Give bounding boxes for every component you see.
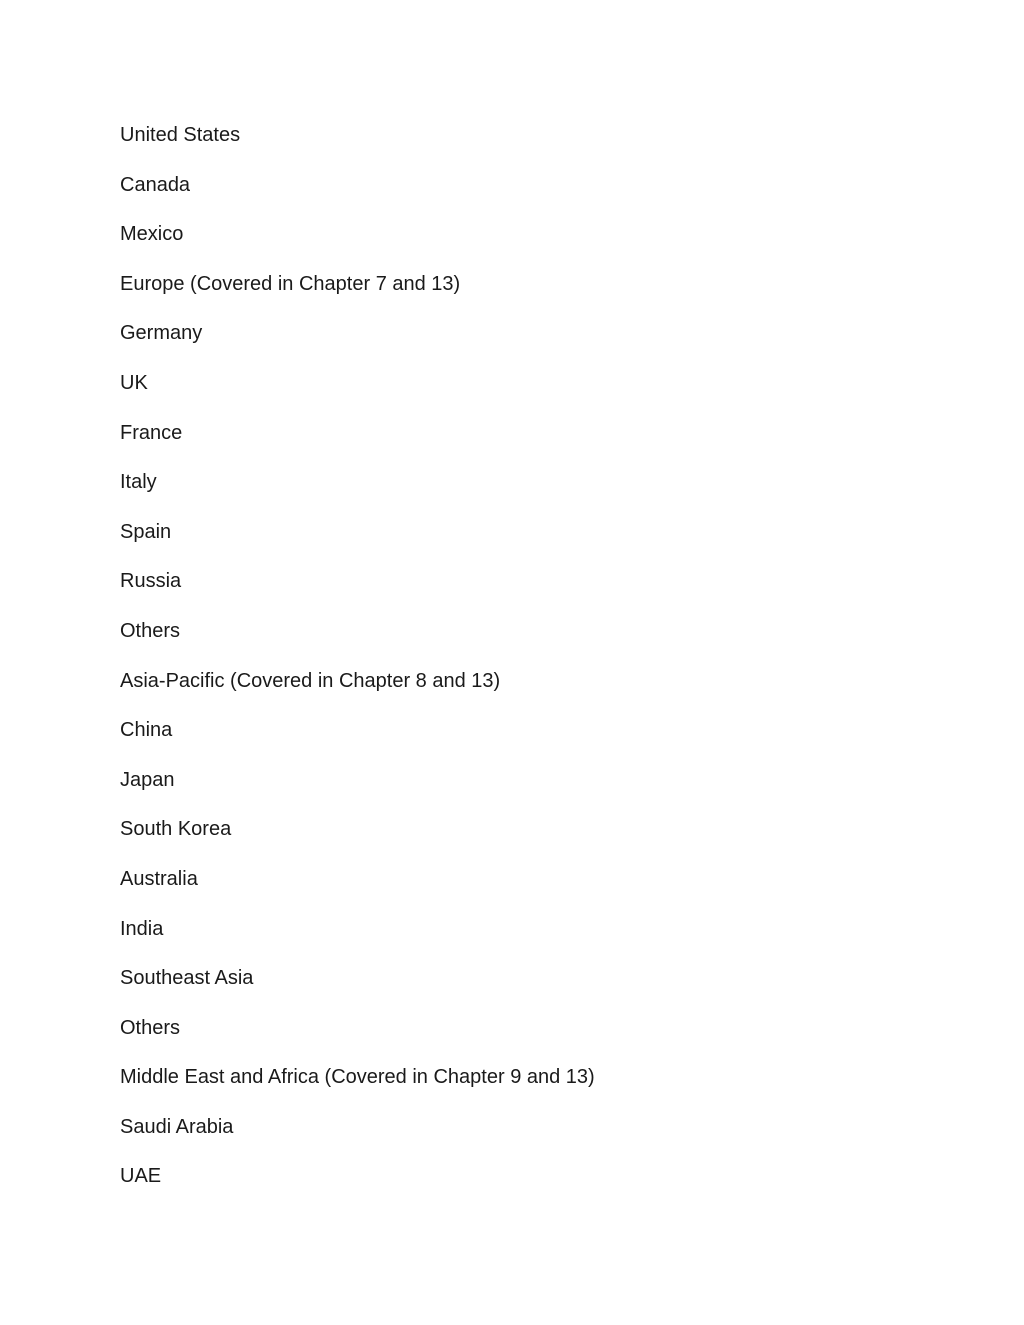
list-item: UK [120, 371, 148, 394]
section-heading: Asia-Pacific (Covered in Chapter 8 and 13) [120, 669, 501, 692]
list-item: Russia [120, 570, 182, 593]
list-item: Japan [120, 768, 175, 791]
section-heading: Middle East and Africa (Covered in Chapter 9 and 13) [120, 1066, 595, 1089]
list-item: Saudi Arabia [120, 1115, 234, 1138]
section-heading: Europe (Covered in Chapter 7 and 13) [120, 272, 461, 295]
region-country-list [120, 121, 595, 1212]
list-item: Italy [120, 471, 157, 494]
list-item: United States [120, 124, 241, 146]
list-item: Southeast Asia [120, 967, 254, 990]
list-item: India [120, 917, 164, 940]
list-item: Spain [120, 520, 172, 543]
list-item: UAE [120, 1165, 162, 1188]
list-item: China [120, 719, 173, 742]
list-item: Mexico [120, 223, 184, 246]
list-item: France [120, 421, 183, 444]
list-item: Australia [120, 867, 198, 890]
list-item: Canada [120, 173, 191, 196]
list-item: South Korea [120, 818, 232, 841]
list-item: Others [120, 619, 181, 642]
list-item: Others [120, 1016, 181, 1039]
list-item: Germany [120, 322, 203, 345]
